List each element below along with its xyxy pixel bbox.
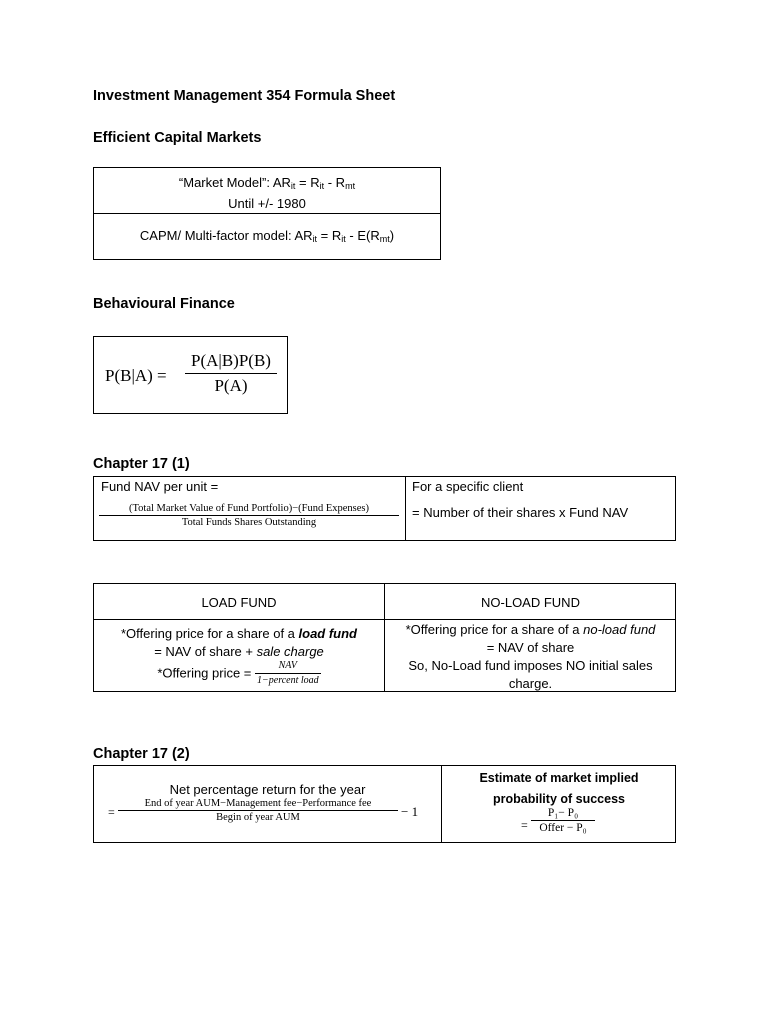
implied-probability-title-line-1: Estimate of market implied bbox=[479, 771, 639, 785]
specific-client-label: For a specific client bbox=[412, 479, 524, 494]
no-load-line-4: charge. bbox=[508, 676, 553, 691]
implied-probability-denominator: Offer − P₀ bbox=[539, 822, 587, 834]
load-fund-header: LOAD FUND bbox=[201, 595, 277, 610]
behavioural-finance-heading: Behavioural Finance bbox=[93, 296, 235, 312]
load-fund-line-1: *Offering price for a share of a load fund bbox=[120, 626, 358, 641]
implied-probability-equals: = bbox=[521, 818, 528, 832]
fund-nav-numerator: (Total Market Value of Fund Portfolio)−(Fund Expenses) bbox=[99, 503, 399, 516]
chapter-17-2-heading: Chapter 17 (2) bbox=[93, 746, 190, 762]
implied-probability-numerator: P₁− P₀ bbox=[531, 807, 595, 821]
no-load-line-2: = NAV of share bbox=[486, 640, 575, 655]
no-load-fund-cell bbox=[384, 621, 677, 693]
header-divider bbox=[94, 619, 675, 620]
bayes-denominator: P(A) bbox=[214, 376, 248, 395]
specific-client-formula: = Number of their shares x Fund NAV bbox=[412, 505, 629, 520]
load-fund-table bbox=[93, 583, 676, 692]
fund-nav-table bbox=[93, 476, 676, 541]
no-load-fund-header: NO-LOAD FUND bbox=[481, 595, 580, 610]
no-load-line-1: *Offering price for a share of a no-load fund bbox=[405, 622, 656, 637]
no-load-line-3: So, No-Load fund imposes NO initial sales bbox=[408, 658, 653, 673]
net-return-denominator: Begin of year AUM bbox=[216, 812, 300, 823]
offering-price-fraction: $\frac{\text{NAV}}{\text{1−percent load}}$ bbox=[257, 660, 319, 686]
fund-nav-denominator: Total Funds Shares Outstanding bbox=[181, 517, 317, 528]
column-divider bbox=[405, 477, 406, 540]
market-model-cell bbox=[94, 174, 440, 213]
document-title: Investment Management 354 Formula Sheet bbox=[93, 88, 396, 104]
implied-probability-title-line-2: probability of success bbox=[493, 792, 625, 806]
load-fund-line-3: *Offering price = $\frac{\text{NAV}}{\text{1−percent load}}$ bbox=[157, 660, 319, 686]
efficient-markets-table bbox=[93, 167, 441, 260]
implied-probability-title bbox=[441, 768, 677, 810]
bayes-formula-box bbox=[93, 336, 288, 414]
efficient-markets-heading: Efficient Capital Markets bbox=[93, 130, 262, 146]
chapter-17-1-heading: Chapter 17 (1) bbox=[93, 456, 190, 472]
capm-formula: CAPM/ Multi-factor model: $AR_{it} = R_{it} - E(R_{mt})$ bbox=[139, 228, 395, 244]
bayes-numerator: P(A|B)P(B) bbox=[185, 351, 277, 374]
net-return-fraction bbox=[118, 798, 398, 823]
bayes-lhs: P(B|A) = bbox=[105, 366, 167, 385]
net-return-equals: = bbox=[108, 805, 115, 819]
fund-nav-fraction bbox=[99, 503, 399, 528]
return-table bbox=[93, 765, 676, 843]
market-model-formula: “Market Model”: $AR_{it} = R_{it} - R_{mt}$ bbox=[178, 175, 356, 191]
fund-nav-label: Fund NAV per unit = bbox=[101, 479, 219, 494]
load-fund-cell bbox=[94, 625, 384, 687]
bayes-fraction bbox=[185, 351, 277, 396]
load-fund-line-2: = NAV of share + sale charge bbox=[154, 644, 324, 659]
net-return-tail: − 1 bbox=[401, 804, 419, 819]
net-return-title: Net percentage return for the year bbox=[169, 782, 366, 797]
net-return-numerator: End of year AUM−Management fee−Performance fee bbox=[118, 798, 398, 811]
row-divider bbox=[94, 213, 440, 214]
market-model-period: Until +/- 1980 bbox=[228, 196, 306, 211]
implied-probability-fraction bbox=[531, 807, 595, 834]
